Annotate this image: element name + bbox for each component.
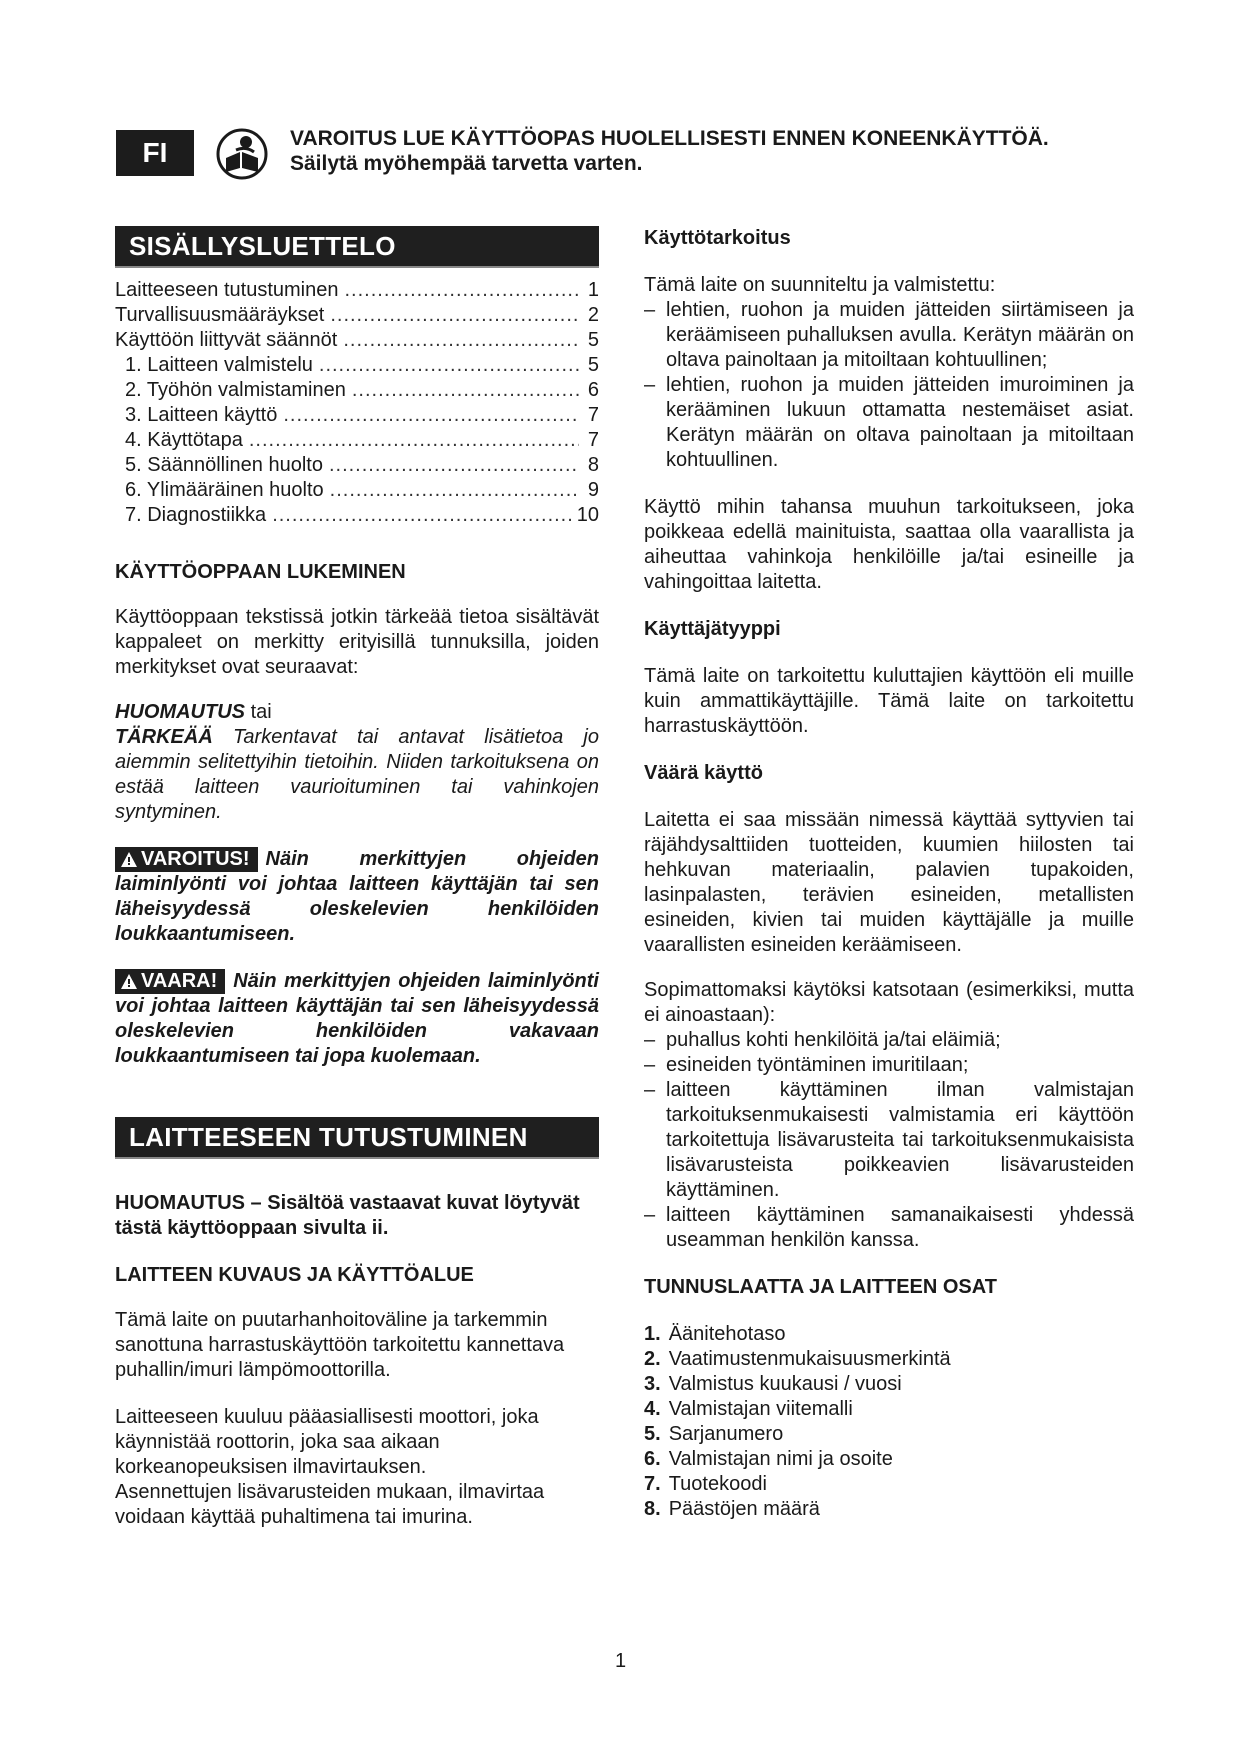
description-para-3: Asennettujen lisävarusteiden mukaan, ilmavirtaa voidaan käyttää puhaltimena tai imurina. xyxy=(115,1481,545,1528)
toc-label: 5. Säännöllinen huolto xyxy=(125,454,323,476)
toc-page: 9 xyxy=(587,479,599,501)
danger-triangle-icon xyxy=(121,974,137,989)
toc-leader-dots xyxy=(343,328,579,353)
toc-leader-dots xyxy=(319,353,579,378)
purpose-heading: Käyttötarkoitus xyxy=(644,227,791,249)
toc-leader-dots xyxy=(352,378,579,403)
plate-item xyxy=(644,1472,1134,1497)
warning-paragraph xyxy=(115,847,599,947)
purpose-list xyxy=(644,298,1134,473)
safety-warning-header xyxy=(290,126,1150,176)
toc-row xyxy=(115,378,599,403)
toc-label: 7. Diagnostiikka xyxy=(125,504,267,526)
toc-label: 2. Työhön valmistaminen xyxy=(125,379,346,401)
toc-page: 6 xyxy=(587,379,599,401)
list-item: – laitteen käyttäminen ilman valmistajan tarkoituksenmukaisesti valmistamia eri käyttöön tarkoitettuja lisävarusteita tai tarkoituksenmukaisista lisävarusteista poikkeavien lisävarusteiden käyttäminen. xyxy=(644,1078,1134,1203)
toc-row xyxy=(115,453,599,478)
warning-line-2: Säilytä myöhempää tarvetta varten. xyxy=(290,152,643,175)
plate-item xyxy=(644,1322,1134,1347)
other-use-paragraph: Käyttö mihin tahansa muuhun tarkoitukseen, joka poikkeaa edellä mainituista, saattaa olla vaarallista ja aiheuttaa vahinkoja henkilöille ja/tai esineille ja vahingoittaa laitetta. xyxy=(644,496,1134,593)
toc-leader-dots xyxy=(330,303,579,328)
plate-item-number: 2. xyxy=(644,1348,661,1370)
toc-leader-dots xyxy=(283,403,579,428)
important-label: TÄRKEÄÄ xyxy=(115,726,213,748)
toc-label: Käyttöön liittyvät säännöt xyxy=(115,329,338,351)
right-column xyxy=(644,226,1134,1522)
toc-page: 10 xyxy=(576,504,599,526)
plate-item xyxy=(644,1422,1134,1447)
warning-text: Näin merkittyjen ohjeiden laiminlyönti voi johtaa laitteen käyttäjän tai sen läheisyydessä oleskelevien henkilöiden loukkaantumiseen. xyxy=(115,848,599,945)
purpose-intro: Tämä laite on suunniteltu ja valmistettu: xyxy=(644,274,996,296)
intro-note: HUOMAUTUS – Sisältöä vastaavat kuvat löytyvät tästä käyttöoppaan sivulta ii. xyxy=(115,1192,580,1239)
plate-heading: TUNNUSLAATTA JA LAITTEEN OSAT xyxy=(644,1276,997,1298)
plate-item-label: Päästöjen määrä xyxy=(668,1498,820,1520)
read-manual-icon xyxy=(216,128,268,180)
list-item: – puhallus kohti henkilöitä ja/tai eläimiä; xyxy=(644,1028,1134,1053)
plate-item-number: 8. xyxy=(644,1498,661,1520)
toc-label: 4. Käyttötapa xyxy=(125,429,243,451)
plate-item-label: Äänitehotaso xyxy=(668,1323,786,1345)
misuse-intro: Sopimattomaksi käytöksi katsotaan (esimerkiksi, mutta ei ainoastaan): xyxy=(644,979,1134,1026)
description-para-1: Tämä laite on puutarhanhoitoväline ja tarkemmin sanottuna harrastuskäyttöön tarkoitettu kannettava puhallin/imuri lämpömoottorilla. xyxy=(115,1309,565,1381)
plate-item-number: 3. xyxy=(644,1373,661,1395)
page-number: 1 xyxy=(614,1650,627,1672)
toc-row xyxy=(115,353,599,378)
list-item: – esineiden työntäminen imuritilaan; xyxy=(644,1053,1134,1078)
plate-item xyxy=(644,1397,1134,1422)
intro-section-title: LAITTEESEEN TUTUSTUMINEN xyxy=(115,1117,599,1159)
misuse-text: Laitetta ei saa missään nimessä käyttää syttyvien tai räjähdysalttiiden tuotteiden, kuumien hiilosten tai hehkuvan materiaalin, palavien tupakoiden, lasinpalasten, terävien esineiden, metallisten esineiden, kivien tai muiden käyttäjälle ja muille vaarallisten esineiden keräämiseen. xyxy=(644,809,1134,956)
toc-row xyxy=(115,478,599,503)
toc-row xyxy=(115,328,599,353)
toc-row xyxy=(115,503,599,528)
note-paragraph xyxy=(115,700,599,825)
toc-leader-dots xyxy=(249,428,579,453)
plate-item-number: 7. xyxy=(644,1473,661,1495)
toc-page: 2 xyxy=(587,304,599,326)
toc-leader-dots xyxy=(329,453,579,478)
toc-page: 8 xyxy=(587,454,599,476)
plate-item xyxy=(644,1347,1134,1372)
misuse-list xyxy=(644,1028,1134,1253)
toc-label: 1. Laitteen valmistelu xyxy=(125,354,313,376)
toc-title: SISÄLLYSLUETTELO xyxy=(115,226,599,268)
plate-item xyxy=(644,1372,1134,1397)
plate-item-number: 5. xyxy=(644,1423,661,1445)
toc-leader-dots xyxy=(345,278,580,303)
description-para-2: Laitteeseen kuuluu pääasiallisesti moottori, joka käynnistää roottorin, joka saa aikaan korkeanopeuksisen ilmavirtauksen. xyxy=(115,1406,539,1478)
plate-item-label: Vaatimustenmukaisuusmerkintä xyxy=(668,1348,951,1370)
user-type-heading: Käyttäjätyyppi xyxy=(644,618,781,640)
left-column xyxy=(115,226,599,1530)
plate-item-label: Valmistajan viitemalli xyxy=(668,1398,853,1420)
danger-text: Näin merkittyjen ohjeiden laiminlyönti voi johtaa laitteen käyttäjän tai sen läheisyydessä oleskelevien henkilöiden vakavaan loukkaantumiseen tai jopa kuolemaan. xyxy=(115,970,599,1067)
plate-item-number: 1. xyxy=(644,1323,661,1345)
warning-triangle-icon xyxy=(121,852,137,867)
plate-item xyxy=(644,1497,1134,1522)
reading-heading: KÄYTTÖOPPAAN LUKEMINEN xyxy=(115,561,406,583)
plate-item-label: Valmistus kuukausi / vuosi xyxy=(668,1373,902,1395)
toc-page: 7 xyxy=(587,429,599,451)
plate-item-label: Valmistajan nimi ja osoite xyxy=(668,1448,893,1470)
toc-row xyxy=(115,403,599,428)
danger-tag-label: VAARA! xyxy=(141,970,218,992)
toc-page: 5 xyxy=(587,329,599,351)
note-text: Tarkentavat tai antavat lisätietoa jo aiemmin selitettyihin tietoihin. Niiden tarkoituksena on estää laitteen vaurioituminen tai vahinkojen syntyminen. xyxy=(115,726,599,823)
plate-item-number: 6. xyxy=(644,1448,661,1470)
warning-tag-label: VAROITUS! xyxy=(141,848,250,870)
plate-item-label: Tuotekoodi xyxy=(668,1473,767,1495)
toc-row xyxy=(115,428,599,453)
warning-line-1: VAROITUS LUE KÄYTTÖOPAS HUOLELLISESTI ENNEN KONEENKÄYTTÖÄ. xyxy=(290,127,1049,150)
toc-page: 7 xyxy=(587,404,599,426)
toc-label: 3. Laitteen käyttö xyxy=(125,404,278,426)
user-type-text: Tämä laite on tarkoitettu kuluttajien käyttöön eli muille kuin ammattikäyttäjille. Tämä laite on tarkoitettu harrastuskäyttöön. xyxy=(644,665,1134,737)
note-label: HUOMAUTUS xyxy=(115,701,245,723)
toc-leader-dots xyxy=(272,503,571,528)
toc-leader-dots xyxy=(330,478,579,503)
plate-item-number: 4. xyxy=(644,1398,661,1420)
toc-label: Laitteeseen tutustuminen xyxy=(115,279,339,301)
reading-intro: Käyttöoppaan tekstissä jotkin tärkeää tietoa sisältävät kappaleet on merkitty erityisillä tunnuksilla, joiden merkitykset ovat seuraavat: xyxy=(115,606,599,678)
plate-list xyxy=(644,1322,1134,1522)
warning-tag xyxy=(115,847,258,872)
note-or: tai xyxy=(250,701,272,723)
danger-paragraph xyxy=(115,969,599,1069)
table-of-contents xyxy=(115,278,599,528)
danger-tag xyxy=(115,969,225,994)
description-heading: LAITTEEN KUVAUS JA KÄYTTÖALUE xyxy=(115,1264,474,1286)
misuse-heading: Väärä käyttö xyxy=(644,762,763,784)
toc-row xyxy=(115,303,599,328)
toc-label: Turvallisuusmääräykset xyxy=(115,304,325,326)
toc-page: 5 xyxy=(587,354,599,376)
toc-page: 1 xyxy=(587,279,599,301)
plate-item-label: Sarjanumero xyxy=(668,1423,784,1445)
list-item: – laitteen käyttäminen samanaikaisesti yhdessä useamman henkilön kanssa. xyxy=(644,1203,1134,1253)
toc-label: 6. Ylimääräinen huolto xyxy=(125,479,324,501)
plate-item xyxy=(644,1447,1134,1472)
toc-row xyxy=(115,278,599,303)
list-item: – lehtien, ruohon ja muiden jätteiden siirtämiseen ja keräämiseen puhalluksen avulla. Kerätyn määrän on oltava painoltaan ja mitoiltaan kohtuullinen; xyxy=(644,298,1134,373)
list-item: – lehtien, ruohon ja muiden jätteiden imuroiminen ja kerääminen lukuun ottamatta nestemäiset asiat. Kerätyn määrän on oltava painoltaan ja mitoiltaan kohtuullinen. xyxy=(644,373,1134,473)
language-badge: FI xyxy=(116,130,194,176)
